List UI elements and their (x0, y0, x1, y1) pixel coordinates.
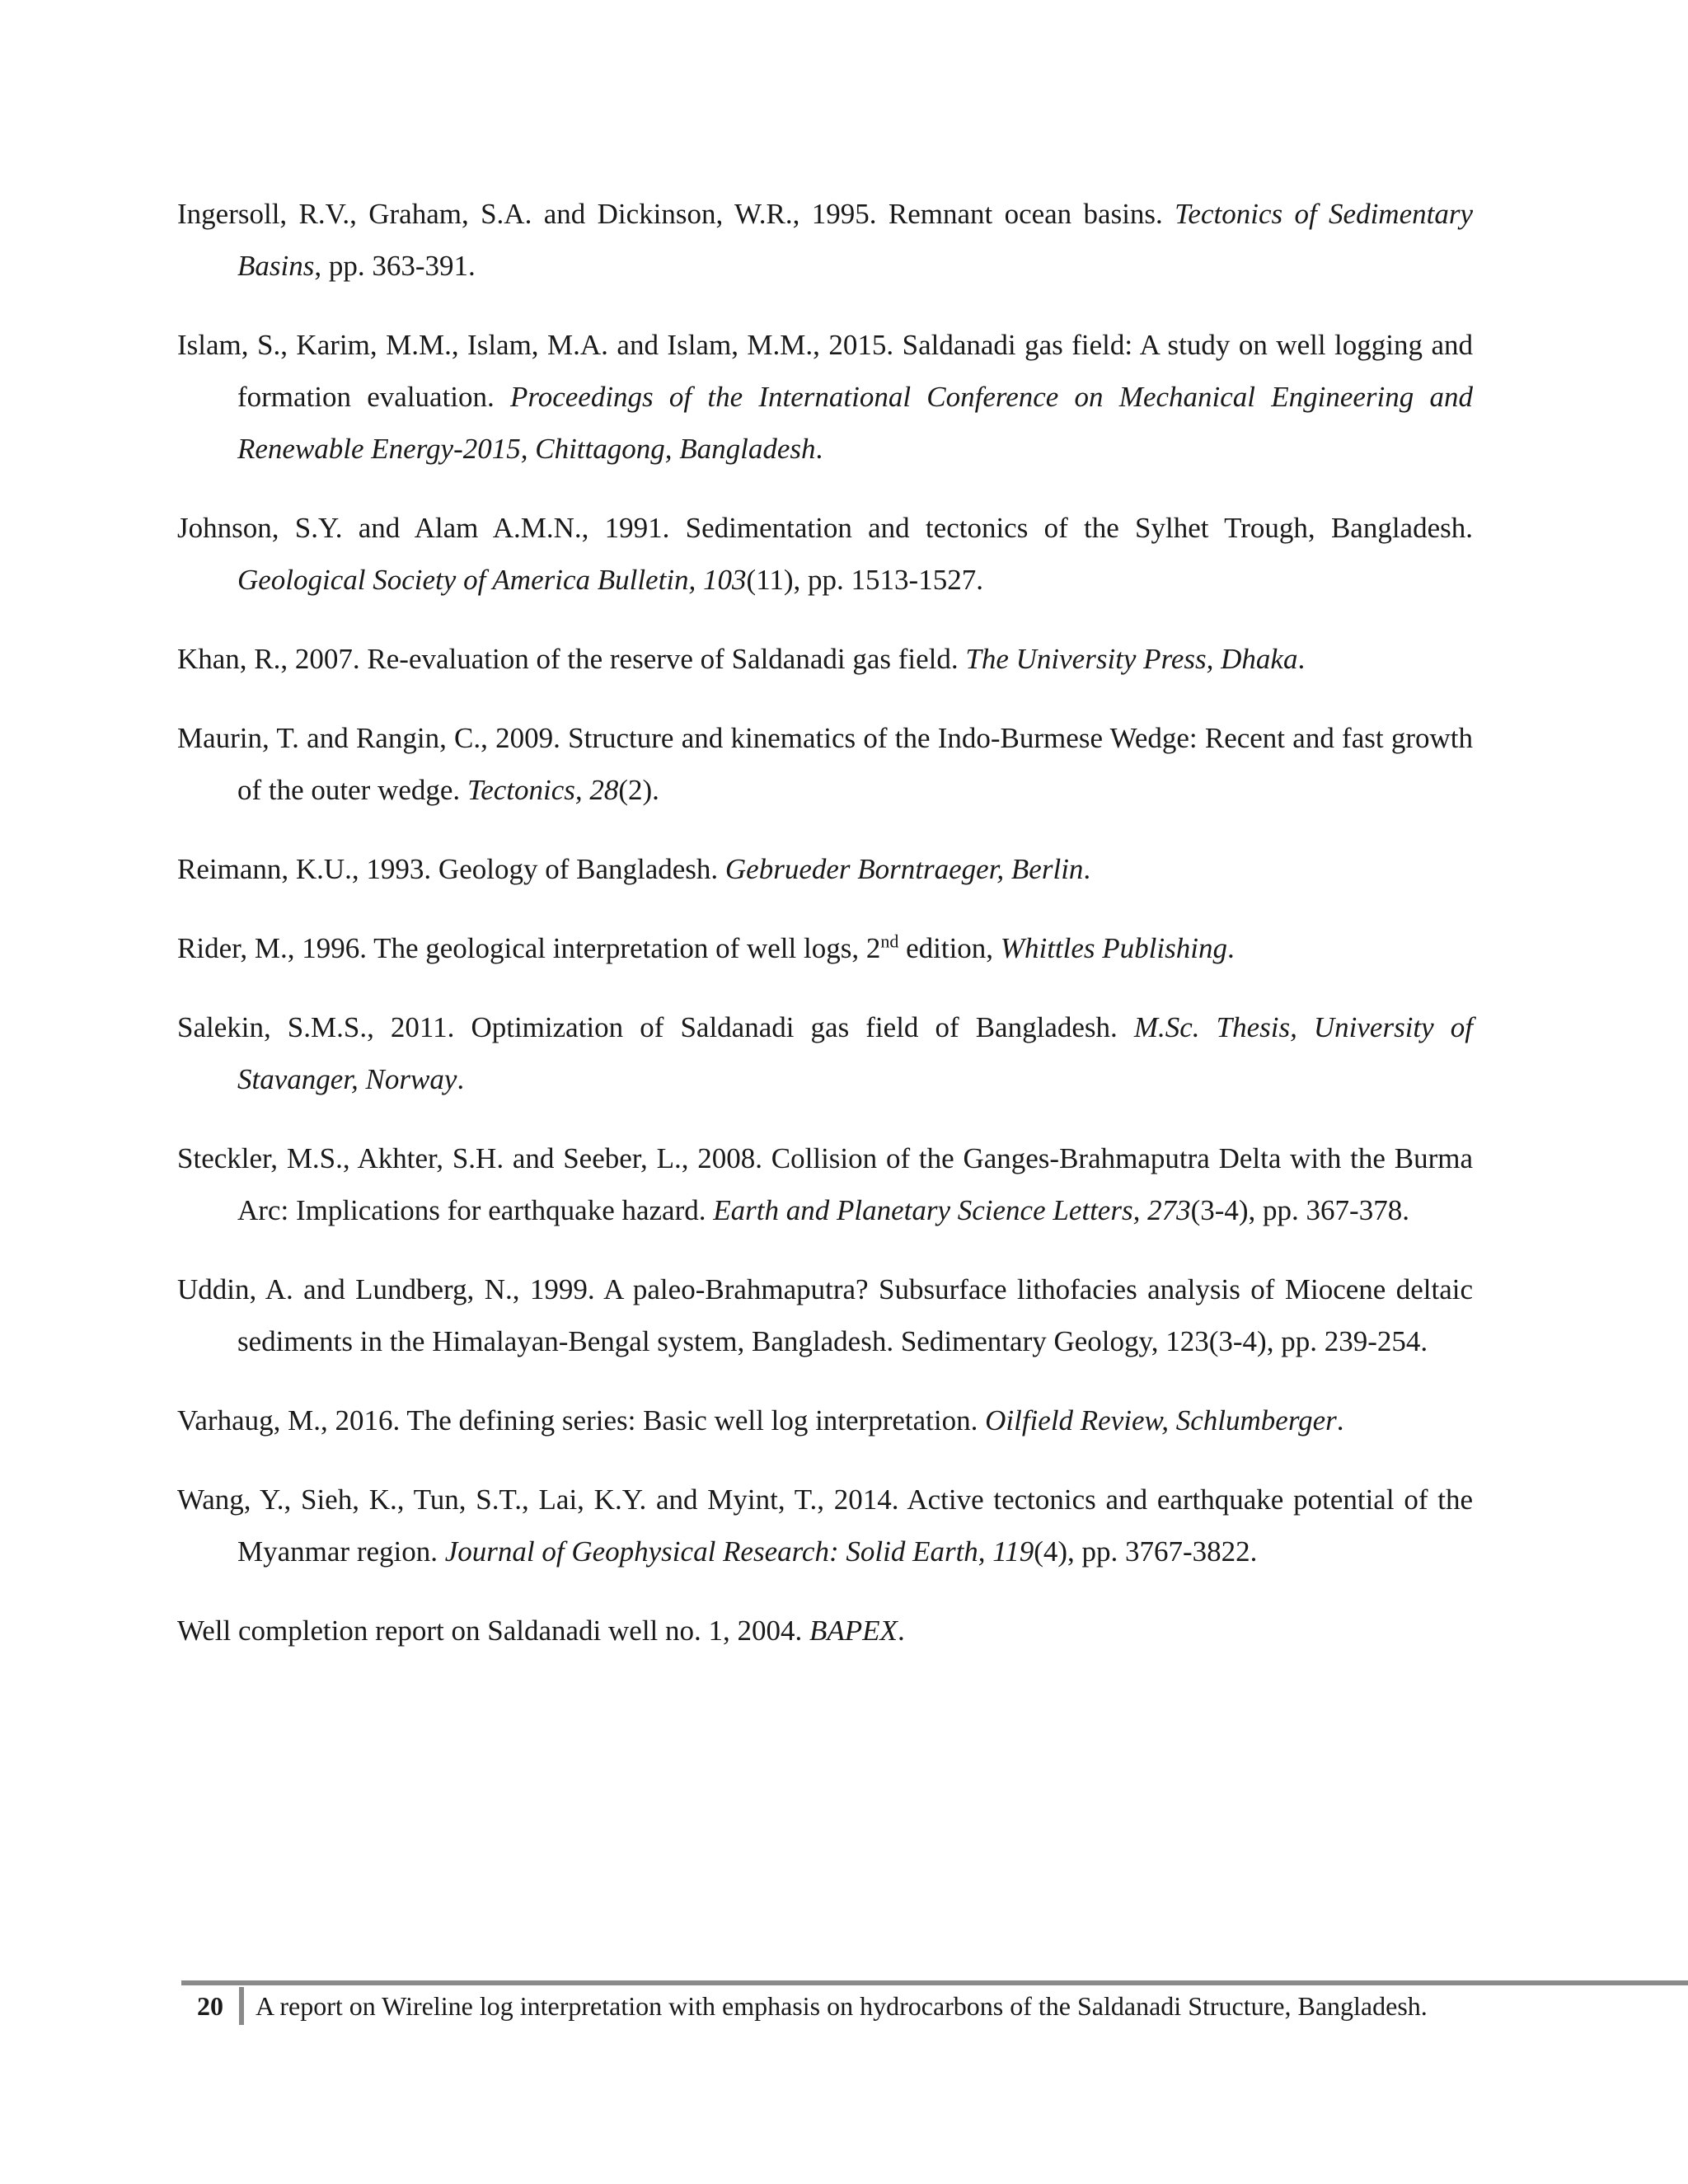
reference-entry (177, 502, 1473, 606)
reference-source: Whittles Publishing (1000, 932, 1227, 964)
reference-text-continued: edition, (898, 932, 1001, 964)
reference-details: . (1226, 932, 1235, 964)
reference-text: Salekin, S.M.S., 2011. Optimization of Saldanadi gas field of Bangladesh. (177, 1011, 1134, 1043)
reference-details: (11), pp. 1513-1527. (746, 564, 983, 596)
reference-text: Rider, M., 1996. The geological interpretation of well logs, 2 (177, 932, 881, 964)
reference-text: Reimann, K.U., 1993. Geology of Bangladesh. (177, 853, 725, 885)
reference-text: Khan, R., 2007. Re-evaluation of the reserve of Saldanadi gas field. (177, 643, 966, 675)
reference-entry (177, 633, 1473, 685)
reference-entry (177, 1474, 1473, 1577)
reference-source: M.Sc. Thesis, University of Stavanger, Norway (237, 1011, 1473, 1095)
reference-entry (177, 188, 1473, 292)
reference-list (177, 188, 1473, 1684)
reference-source: Proceedings of the International Conference on Mechanical Engineering and Renewable Energy-2015, Chittagong, Bangladesh (237, 381, 1473, 465)
superscript-ordinal: nd (880, 930, 899, 952)
page-number: 20 (197, 1990, 223, 2021)
reference-details: (4), pp. 3767-3822. (1034, 1535, 1258, 1568)
reference-text: Ingersoll, R.V., Graham, S.A. and Dickinson, W.R., 1995. Remnant ocean basins. (177, 198, 1175, 230)
footer-title: A report on Wireline log interpretation with emphasis on hydrocarbons of the Saldanadi Structure, Bangladesh. (256, 1990, 1428, 2021)
reference-details: . (1297, 643, 1306, 675)
reference-details: (2). (618, 774, 659, 806)
footer-separator (239, 1987, 244, 2025)
reference-source: BAPEX (809, 1615, 898, 1647)
reference-source: Journal of Geophysical Research: Solid Earth, 119 (444, 1535, 1034, 1568)
reference-details: . (897, 1615, 905, 1647)
reference-source: Tectonics, 28 (467, 774, 619, 806)
reference-entry (177, 1394, 1473, 1446)
reference-details: (3-4), pp. 367-378. (1190, 1194, 1409, 1226)
reference-source: Geological Society of America Bulletin, 103 (237, 564, 747, 596)
reference-source: Gebrueder Borntraeger, Berlin (724, 853, 1084, 885)
reference-source: Earth and Planetary Science Letters, 273 (713, 1194, 1191, 1226)
reference-source: Tectonics of Sedimentary Basins (237, 198, 1473, 282)
reference-details: . (815, 433, 823, 465)
page-footer (181, 1985, 1428, 2027)
reference-text: Johnson, S.Y. and Alam A.M.N., 1991. Sedimentation and tectonics of the Sylhet Trough, Bangladesh. (177, 512, 1473, 544)
reference-entry (177, 1263, 1473, 1367)
reference-text: Well completion report on Saldanadi well no. 1, 2004. (177, 1615, 810, 1647)
reference-source: The University Press, Dhaka (965, 643, 1298, 675)
reference-entry (177, 319, 1473, 475)
reference-text: Uddin, A. and Lundberg, N., 1999. A paleo-Brahmaputra? Subsurface lithofacies analysis of Miocene deltaic sediments in the Himalayan-Bengal system, Bangladesh. Sedimentary Geology, 123(3-4), pp. 239-254. (177, 1273, 1473, 1357)
reference-details: . (457, 1063, 465, 1095)
reference-details: . (1083, 853, 1091, 885)
reference-source: Oilfield Review, Schlumberger (985, 1404, 1337, 1436)
reference-entry (177, 1605, 1473, 1657)
reference-entry (177, 1132, 1473, 1236)
reference-entry (177, 1001, 1473, 1105)
reference-entry (177, 843, 1473, 895)
reference-text: Maurin, T. and Rangin, C., 2009. Structure and kinematics of the Indo-Burmese Wedge: Recent and fast growth of the outer wedge. (177, 722, 1473, 806)
reference-details: , pp. 363-391. (314, 250, 476, 282)
reference-text: Steckler, M.S., Akhter, S.H. and Seeber, L., 2008. Collision of the Ganges-Brahmaputra Delta with the Burma Arc: Implications for earthquake hazard. (177, 1142, 1473, 1226)
reference-details: . (1336, 1404, 1344, 1436)
reference-entry (177, 712, 1473, 816)
reference-text: Varhaug, M., 2016. The defining series: Basic well log interpretation. (177, 1404, 986, 1436)
reference-text: Islam, S., Karim, M.M., Islam, M.A. and Islam, M.M., 2015. Saldanadi gas field: A study on well logging and formation evaluation. (177, 329, 1473, 413)
reference-entry (177, 922, 1473, 974)
reference-text: Wang, Y., Sieh, K., Tun, S.T., Lai, K.Y. and Myint, T., 2014. Active tectonics and earthquake potential of the Myanmar region. (177, 1483, 1473, 1568)
